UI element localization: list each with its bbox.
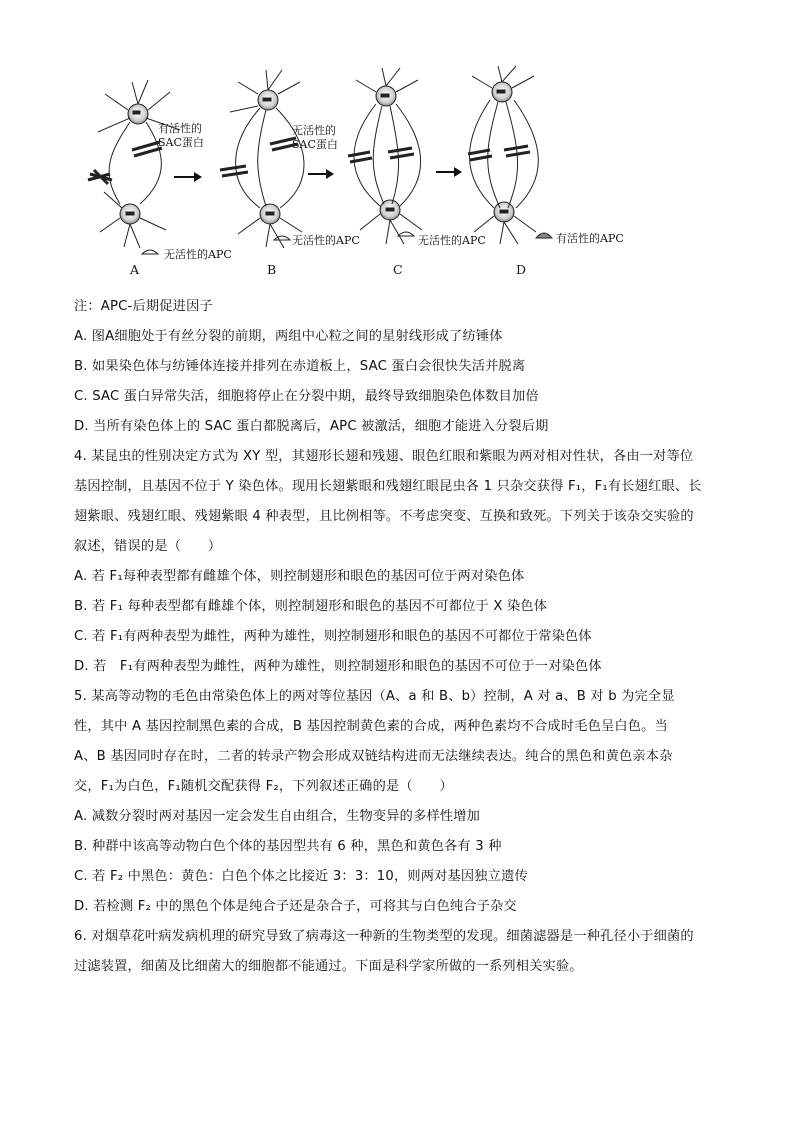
q4-option-a: A. 若 F₁每种表型都有雌雄个体，则控制翅形和眼色的基因可位于两对染色体 (74, 569, 525, 584)
panel-b-cell (220, 70, 304, 248)
q6-stem-line-1: 6. 对烟草花叶病发病机理的研究导致了病毒这一种新的生物类型的发现。细菌滤器是一种孔径小于细菌的 (74, 929, 694, 944)
q5-option-b: B. 种群中该高等动物白色个体的基因型共有 6 种，黑色和黄色各有 3 种 (74, 839, 502, 854)
panel-a-cell (88, 80, 180, 248)
q4-stem-line-4: 叙述，错误的是（ ） (74, 539, 222, 554)
apc-inactive-label-c: 无活性的APC (418, 234, 486, 247)
sac-inactive-label-1: 无活性的 (292, 124, 336, 137)
q3-option-b: B. 如果染色体与纺锤体连接并排列在赤道板上，SAC 蛋白会很快失活并脱离 (74, 359, 526, 374)
arrow-2-head (326, 169, 334, 179)
sac-active-label-2: SAC蛋白 (158, 136, 204, 149)
apc-inactive-shape-a (142, 250, 158, 254)
q5-stem-line-4: 交，F₁为白色，F₁随机交配获得 F₂，下列叙述正确的是（ ） (74, 779, 453, 794)
sac-inactive-label-2: SAC蛋白 (292, 138, 338, 151)
apc-inactive-label-b: 无活性的APC (292, 234, 360, 247)
q4-option-b: B. 若 F₁ 每种表型都有雌雄个体，则控制翅形和眼色的基因不可都位于 X 染色体 (74, 599, 548, 614)
q5-option-a: A. 减数分裂时两对基因一定会发生自由组合，生物变异的多样性增加 (74, 809, 481, 824)
q4-stem-line-1: 4. 某昆虫的性别决定方式为 XY 型，其翅形长翅和残翅、眼色红眼和紫眼为两对相对性状，各由一对等位 (74, 449, 694, 464)
figure-note: 注：APC-后期促进因子 (74, 299, 213, 314)
panel-d-cell (468, 66, 538, 244)
q5-stem-line-3: A、B 基因同时存在时，二者的转录产物会形成双链结构进而无法继续表达。纯合的黑色和黄色亲本杂 (74, 749, 673, 764)
q3-option-d: D. 当所有染色体上的 SAC 蛋白都脱离后，APC 被激活，细胞才能进入分裂后期 (74, 419, 549, 434)
apc-inactive-label-a: 无活性的APC (164, 248, 232, 261)
q6-stem-line-2: 过滤装置，细菌及比细菌大的细胞都不能通过。下面是科学家所做的一系列相关实验。 (74, 959, 583, 974)
q4-stem-line-3: 翅紫眼、残翅红眼、残翅紫眼 4 种表型，且比例相等。不考虑突变、互换和致死。下列关于该杂交实验的 (74, 509, 694, 524)
arrow-3-head (454, 167, 462, 177)
panel-label-c: C (393, 262, 403, 277)
apc-active-label: 有活性的APC (556, 232, 624, 245)
panel-label-a: A (130, 262, 140, 277)
q3-option-a: A. 图A细胞处于有丝分裂的前期，两组中心粒之间的星射线形成了纺锤体 (74, 329, 503, 344)
q3-option-c: C. SAC 蛋白异常失活，细胞将停止在分裂中期，最终导致细胞染色体数目加倍 (74, 389, 539, 404)
q4-stem-line-2: 基因控制，且基因不位于 Y 染色体。现用长翅紫眼和残翅红眼昆虫各 1 只杂交获得 F₁，F₁有长翅红眼、长 (74, 479, 702, 494)
sac-active-label-1: 有活性的 (158, 122, 202, 135)
question-text (74, 292, 734, 982)
q5-stem-line-1: 5. 某高等动物的毛色由常染色体上的两对等位基因（A、a 和 B、b）控制，A 对 a、B 对 b 为完全显 (74, 689, 675, 704)
arrow-1-head (194, 172, 202, 182)
q5-option-c: C. 若 F₂ 中黑色：黄色：白色个体之比接近 3：3：10，则两对基因独立遗传 (74, 869, 528, 884)
apc-inactive-shape-b (274, 236, 290, 240)
q5-option-d: D. 若检测 F₂ 中的黑色个体是纯合子还是杂合子，可将其与白色纯合子杂交 (74, 899, 517, 914)
panel-c-cell (348, 68, 422, 244)
mitosis-figure (70, 62, 670, 282)
apc-active-shape (536, 233, 552, 238)
q5-stem-line-2: 性，其中 A 基因控制黑色素的合成，B 基因控制黄色素的合成，两种色素均不合成时毛色呈白色。当 (74, 719, 668, 734)
panel-label-d: D (516, 262, 527, 277)
q4-option-c: C. 若 F₁有两种表型为雌性，两种为雄性，则控制翅形和眼色的基因不可都位于常染色体 (74, 629, 592, 644)
apc-inactive-shape-c (398, 232, 414, 236)
panel-label-b: B (267, 262, 277, 277)
q4-option-d: D. 若 F₁有两种表型为雌性，两种为雄性，则控制翅形和眼色的基因不可位于一对染色体 (74, 659, 602, 674)
